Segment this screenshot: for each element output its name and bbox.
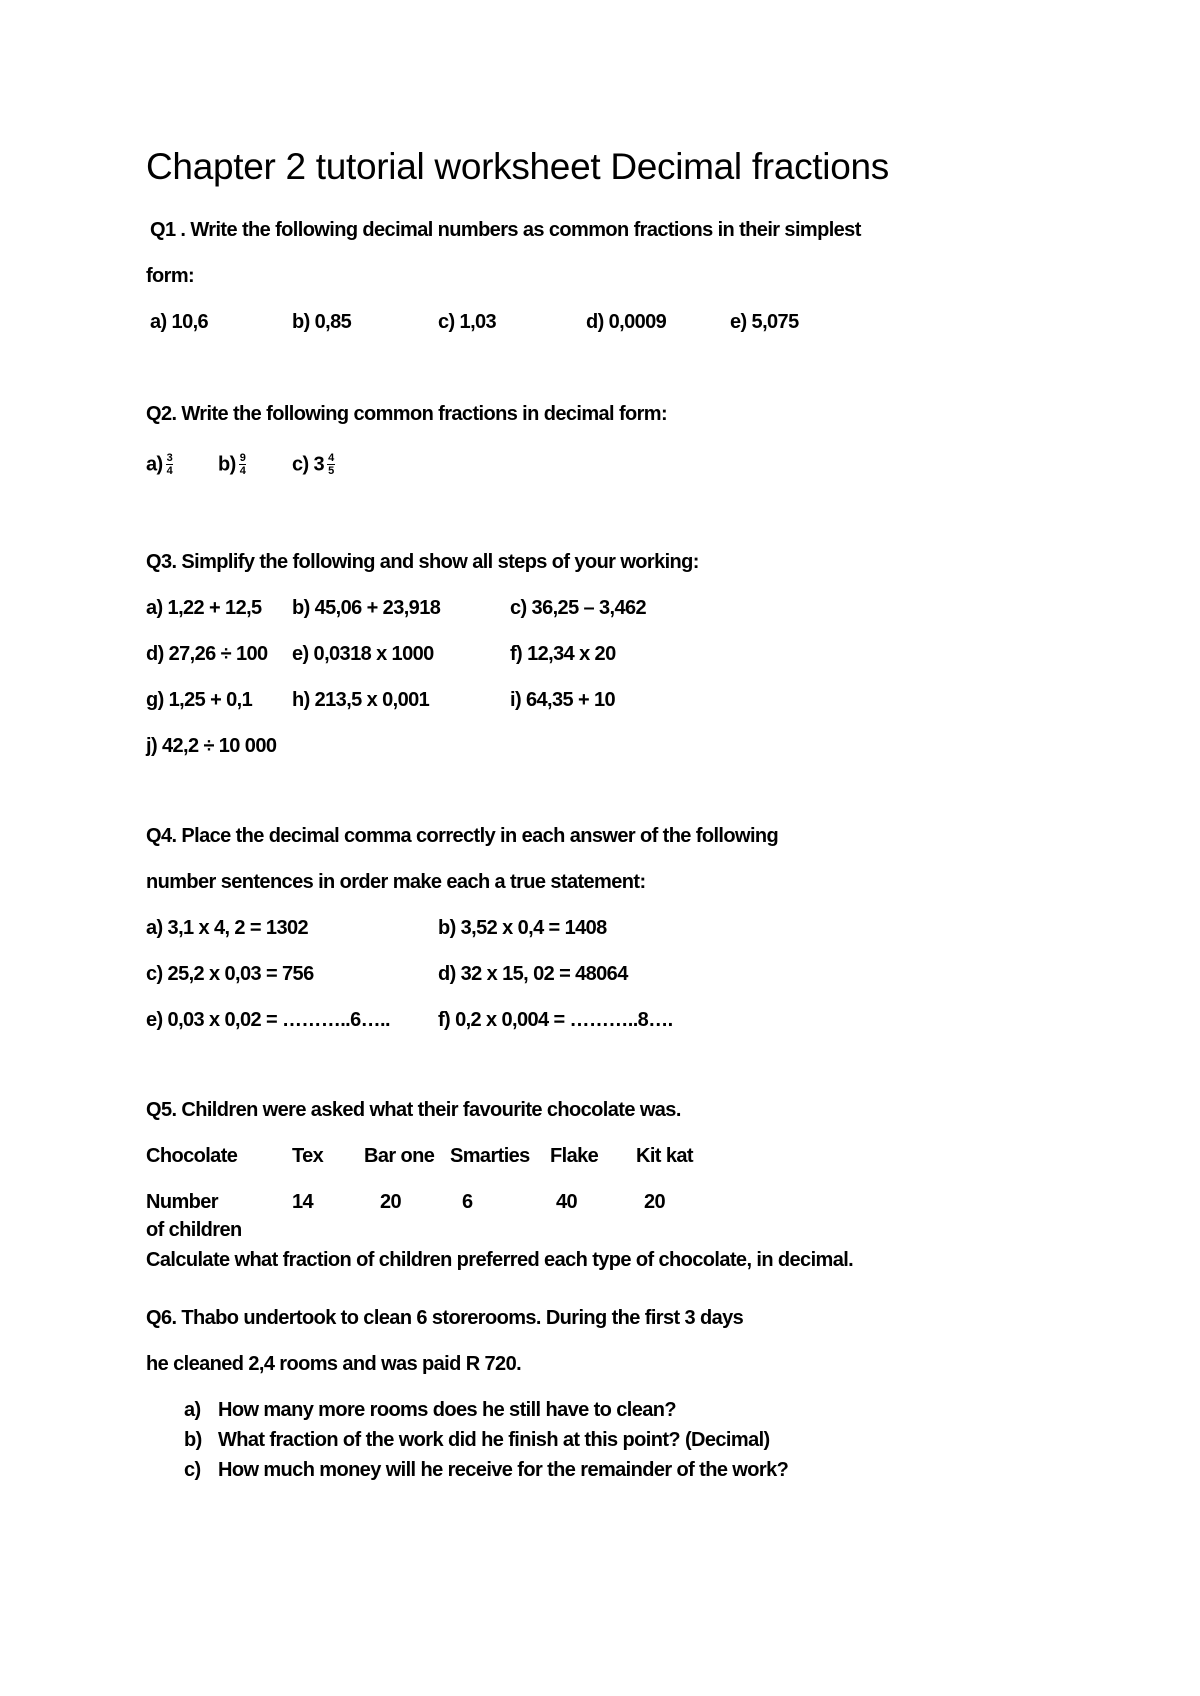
- denominator: 5: [328, 465, 334, 478]
- q6-item-b: What fraction of the work did he finish at this point? (Decimal): [218, 1429, 770, 1451]
- q1-item-e: e) 5,075: [730, 311, 799, 333]
- q6-instruction: Q6. Thabo undertook to clean 6 storerooms. During the first 3 days: [146, 1307, 744, 1329]
- q2-item-c-label: c) 3: [292, 453, 325, 476]
- q4-item-a: a) 3,1 x 4, 2 = 1302: [146, 917, 309, 939]
- q1-instruction-cont: form:: [146, 265, 195, 287]
- numerator: 9: [239, 452, 246, 465]
- q5-table-row-label: Number: [146, 1191, 218, 1213]
- q5-table-header-bar-one: Bar one: [364, 1145, 435, 1167]
- q5-table-header-smarties: Smarties: [450, 1145, 530, 1167]
- q4-item-d: d) 32 x 15, 02 = 48064: [438, 963, 628, 985]
- q5-table-header-tex: Tex: [292, 1145, 324, 1167]
- q6-item-c: How much money will he receive for the remainder of the work?: [218, 1459, 789, 1481]
- q6-item-c-label: c): [184, 1459, 201, 1481]
- q2-item-c: [292, 452, 335, 477]
- q1-item-c: c) 1,03: [438, 311, 497, 333]
- q5-table-value-kit-kat: 20: [644, 1191, 666, 1213]
- q5-instruction: Q5. Children were asked what their favourite chocolate was.: [146, 1099, 681, 1121]
- q2-item-a: [146, 452, 173, 477]
- q3-item-e: e) 0,0318 x 1000: [292, 643, 434, 665]
- q2-instruction: Q2. Write the following common fractions in decimal form:: [146, 403, 668, 425]
- q5-table-header-label: Chocolate: [146, 1145, 238, 1167]
- q3-item-h: h) 213,5 x 0,001: [292, 689, 430, 711]
- q3-instruction: Q3. Simplify the following and show all steps of your working:: [146, 551, 699, 573]
- q3-item-j: j) 42,2 ÷ 10 000: [146, 735, 277, 757]
- q3-item-g: g) 1,25 + 0,1: [146, 689, 253, 711]
- q5-table-value-bar-one: 20: [380, 1191, 402, 1213]
- q1-item-b: b) 0,85: [292, 311, 352, 333]
- q3-item-c: c) 36,25 – 3,462: [510, 597, 647, 619]
- q5-table-value-tex: 14: [292, 1191, 314, 1213]
- q5-calculate-instruction: Calculate what fraction of children preferred each type of chocolate, in decimal.: [146, 1249, 854, 1271]
- denominator: 4: [239, 465, 246, 478]
- q6-item-a-label: a): [184, 1399, 201, 1421]
- q4-item-e: e) 0,03 x 0,02 = ………..6…..: [146, 1009, 390, 1031]
- q5-table-value-smarties: 6: [462, 1191, 473, 1213]
- q3-item-b: b) 45,06 + 23,918: [292, 597, 441, 619]
- denominator: 4: [166, 465, 173, 478]
- fraction: [166, 452, 174, 477]
- q4-item-f: f) 0,2 x 0,004 = ………..8….: [438, 1009, 673, 1031]
- fraction: [327, 452, 335, 477]
- q6-item-a: How many more rooms does he still have to clean?: [218, 1399, 676, 1421]
- fraction: [239, 452, 247, 477]
- q4-item-c: c) 25,2 x 0,03 = 756: [146, 963, 314, 985]
- q1-item-a: a) 10,6: [150, 311, 209, 333]
- q5-table-value-flake: 40: [556, 1191, 578, 1213]
- q6-item-b-label: b): [184, 1429, 202, 1451]
- q5-table-header-kit-kat: Kit kat: [636, 1145, 693, 1167]
- page-title: Chapter 2 tutorial worksheet Decimal fractions: [146, 146, 889, 187]
- q1-item-d: d) 0,0009: [586, 311, 667, 333]
- q4-item-b: b) 3,52 x 0,4 = 1408: [438, 917, 607, 939]
- q2-item-b-label: b): [218, 453, 236, 476]
- q6-instruction-cont: he cleaned 2,4 rooms and was paid R 720.: [146, 1353, 522, 1375]
- q3-item-d: d) 27,26 ÷ 100: [146, 643, 268, 665]
- q4-instruction-cont: number sentences in order make each a true statement:: [146, 871, 646, 893]
- q1-instruction: Q1 . Write the following decimal numbers as common fractions in their simplest: [150, 219, 861, 241]
- q4-instruction: Q4. Place the decimal comma correctly in each answer of the following: [146, 825, 779, 847]
- q3-item-i: i) 64,35 + 10: [510, 689, 616, 711]
- q3-item-a: a) 1,22 + 12,5: [146, 597, 262, 619]
- q5-table-row-label-cont: of children: [146, 1219, 242, 1241]
- numerator: 4: [328, 452, 334, 465]
- q3-item-f: f) 12,34 x 20: [510, 643, 616, 665]
- numerator: 3: [166, 452, 173, 465]
- q2-item-b: [218, 452, 246, 477]
- q5-table-header-flake: Flake: [550, 1145, 599, 1167]
- q2-item-a-label: a): [146, 453, 163, 476]
